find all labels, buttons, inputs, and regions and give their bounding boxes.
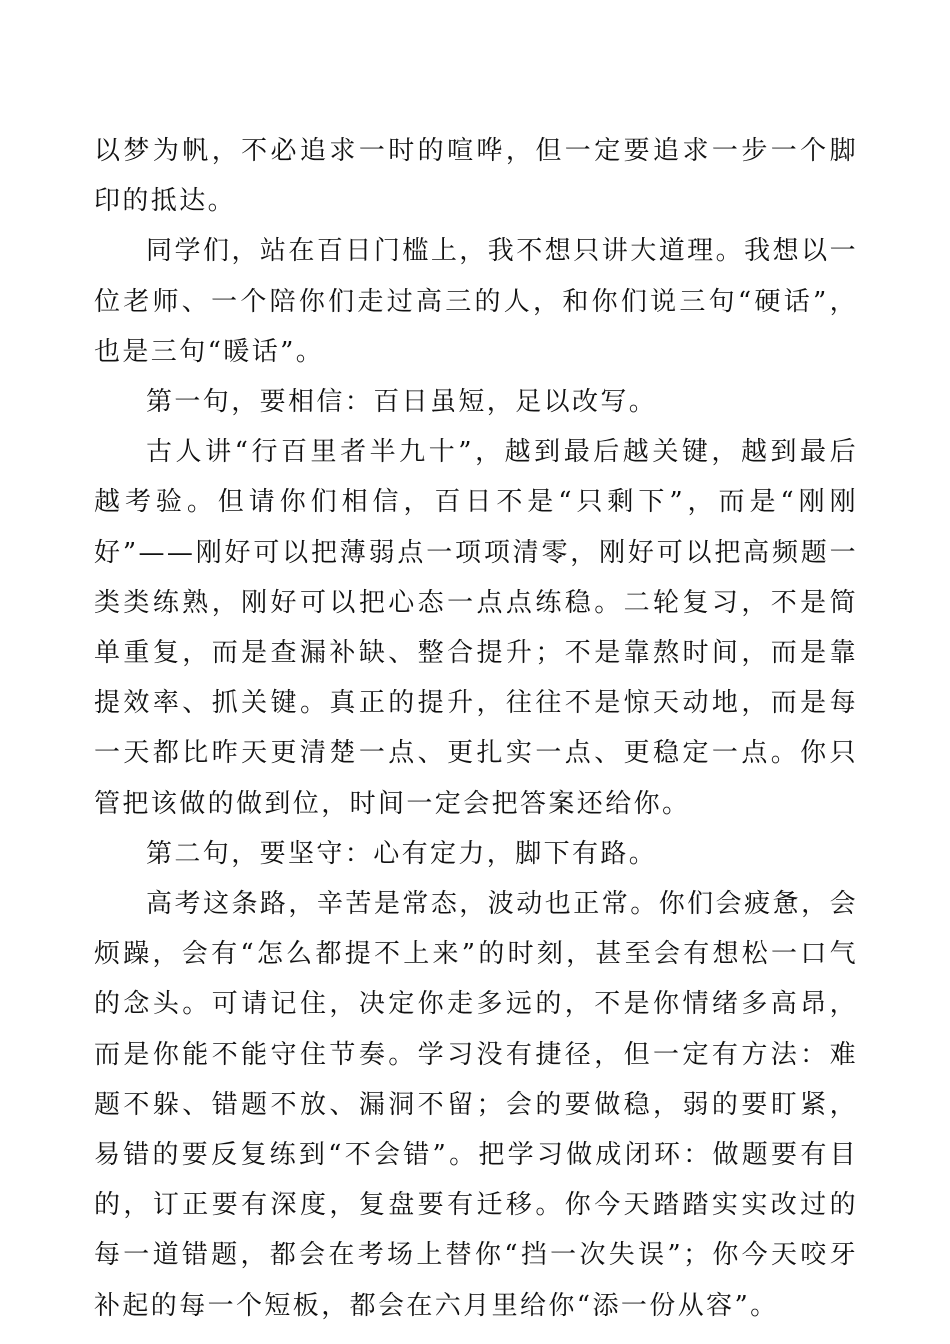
paragraph-3-heading: 第一句，要相信：百日虽短，足以改写。	[146, 387, 658, 418]
paragraph-1: 以梦为帆，不必追求一时的喧哗，但一定要追求一步一个脚印的抵达。	[94, 136, 858, 217]
paragraph-5-heading: 第二句，要坚守：心有定力，脚下有路。	[146, 838, 658, 869]
paragraph-4: 古人讲“行百里者半九十”，越到最后越关键，越到最后越考验。但请你们相信，百日不是“只剩下”，而是“刚刚好”——刚好可以把薄弱点一项项清零，刚好可以把高频题一类类练熟，刚好可以把心态一点点练稳。二轮复习，不是简单重复，而是查漏补缺、整合提升；不是靠熬时间，而是靠提效率、抓关键。真正的提升，往往不是惊天动地，而是每一天都比昨天更清楚一点、更扎实一点、更稳定一点。你只管把该做的做到位，时间一定会把答案还给你。	[94, 437, 858, 819]
document-body	[94, 126, 858, 1331]
paragraph-2: 同学们，站在百日门槛上，我不想只讲大道理。我想以一位老师、一个陪你们走过高三的人，和你们说三句“硬话”，也是三句“暖话”。	[94, 236, 858, 367]
paragraph-6: 高考这条路，辛苦是常态，波动也正常。你们会疲惫，会烦躁，会有“怎么都提不上来”的时刻，甚至会有想松一口气的念头。可请记住，决定你走多远的，不是你情绪多高昂，而是你能不能守住节奏。学习没有捷径，但一定有方法：难题不躲、错题不放、漏洞不留；会的要做稳，弱的要盯紧，易错的要反复练到“不会错”。把学习做成闭环：做题要有目的，订正要有深度，复盘要有迁移。你今天踏踏实实改过的每一道错题，都会在考场上替你“挡一次失误”；你今天咬牙补起的每一个短板，都会在六月里给你“添一份从容”。	[94, 889, 858, 1321]
